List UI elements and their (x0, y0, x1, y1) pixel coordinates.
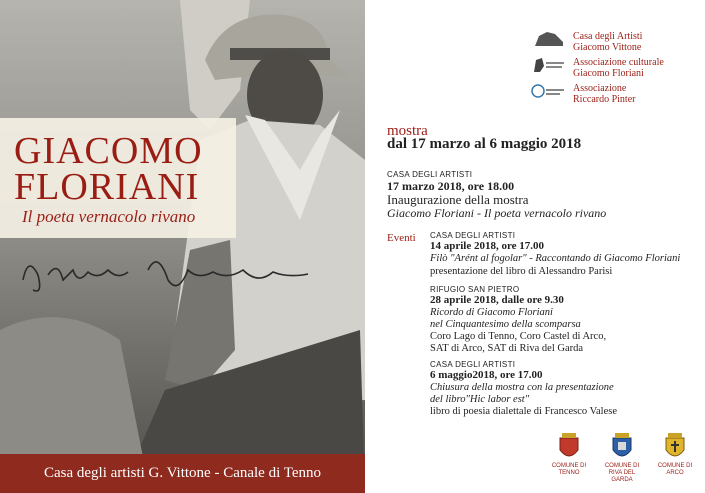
partner-1-line2: Giacomo Vittone (573, 42, 642, 53)
riva-crest-icon (610, 432, 634, 462)
crest-label-riva: COMUNE DI RIVA DEL GARDA (604, 463, 640, 483)
event-3-line-2: del libro"Hic labor est" (430, 394, 530, 405)
partner-3-line1: Associazione (573, 83, 627, 94)
casa-artisti-logo-icon (533, 30, 565, 48)
partner-2 (573, 57, 664, 79)
crest-label-tenno: COMUNE DI TENNO (551, 463, 587, 476)
event-2-venue: RIFUGIO SAN PIETRO (430, 285, 520, 294)
crest-label-arco: COMUNE DI ARCO (657, 463, 693, 476)
opening-date: 17 marzo 2018, ore 18.00 (387, 179, 515, 193)
info-panel (365, 0, 705, 493)
event-2-line-1: Ricordo di Giacomo Floriani (430, 307, 553, 318)
partner-2-line1: Associazione culturale (573, 57, 664, 68)
event-2-line-2: nel Cinquantesimo della scomparsa (430, 319, 581, 330)
partner-2-line2: Giacomo Floriani (573, 68, 644, 79)
poster-title-line2: FLORIANI (14, 166, 200, 208)
event-2-plain-1: Coro Lago di Tenno, Coro Castel di Arco, (430, 331, 607, 342)
exhibition-label: mostra (387, 123, 428, 139)
event-3-plain: libro di poesia dialettale di Francesco Valese (430, 406, 617, 417)
event-3-date: 6 maggio2018, ore 17.00 (430, 369, 543, 381)
event-1-date: 14 aprile 2018, ore 17.00 (430, 240, 545, 252)
opening-venue: CASA DEGLI ARTISTI (387, 170, 473, 179)
partner-1 (573, 31, 642, 53)
event-1-plain: presentazione del libro di Alessandro Parisi (430, 266, 613, 277)
poster-subtitle: Il poeta vernacolo rivano (22, 207, 196, 226)
poster-title-line1: GIACOMO (14, 130, 203, 172)
pinter-association-logo-icon (530, 82, 566, 100)
partner-3 (573, 83, 635, 105)
event-3-line-1: Chiusura della mostra con la presentazione (430, 382, 614, 393)
events-label: Eventi (387, 232, 416, 244)
event-1-line: Filò "Arént al fogolar" - Raccontando di Giacomo Floriani (430, 253, 681, 264)
floriani-association-logo-icon (530, 56, 566, 74)
partner-1-line1: Casa degli Artisti (573, 31, 643, 42)
event-3-venue: CASA DEGLI ARTISTI (430, 360, 516, 369)
opening-subtext: Giacomo Floriani - Il poeta vernacolo rivano (387, 206, 607, 220)
exhibition-dates: dal 17 marzo al 6 maggio 2018 (387, 136, 582, 152)
partner-3-line2: Riccardo Pinter (573, 94, 636, 105)
event-2-plain-2: SAT di Arco, SAT di Riva del Garda (430, 343, 584, 354)
event-1-venue: CASA DEGLI ARTISTI (430, 231, 516, 240)
arco-crest-icon (663, 432, 687, 462)
event-2-date: 28 aprile 2018, dalle ore 9.30 (430, 294, 564, 306)
opening-text: Inaugurazione della mostra (387, 192, 529, 207)
tenno-crest-icon (557, 432, 581, 462)
poster-footer: Casa degli artisti G. Vittone - Canale di Tenno (0, 454, 365, 493)
signature-image (18, 250, 318, 300)
